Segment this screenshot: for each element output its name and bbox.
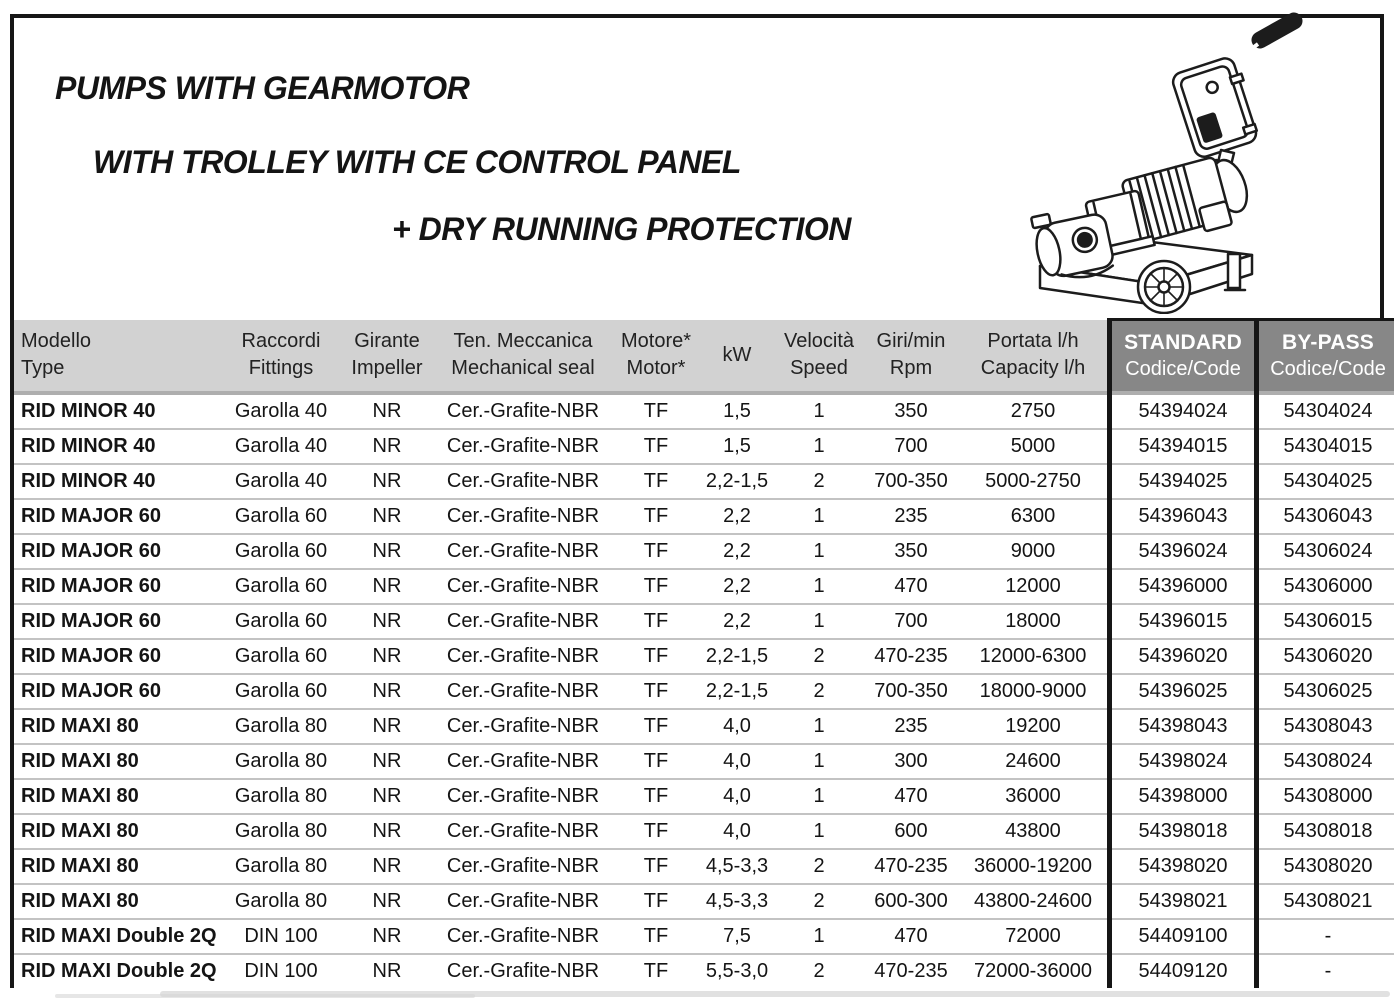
model-cell: RID MINOR 40 bbox=[14, 393, 221, 429]
data-cell: TF bbox=[613, 849, 699, 884]
table-row bbox=[14, 393, 1394, 429]
data-cell: 36000-19200 bbox=[959, 849, 1110, 884]
column-header-portata-l-h: Portata l/h Capacity l/h bbox=[959, 320, 1110, 394]
data-cell: Cer.-Grafite-NBR bbox=[433, 954, 613, 988]
data-cell: 2,2 bbox=[699, 604, 775, 639]
table-row bbox=[14, 744, 1394, 779]
data-cell: 54396020 bbox=[1110, 639, 1257, 674]
data-cell: Cer.-Grafite-NBR bbox=[433, 779, 613, 814]
table-row bbox=[14, 884, 1394, 919]
data-cell: NR bbox=[341, 849, 433, 884]
data-cell: Garolla 60 bbox=[221, 639, 341, 674]
data-cell: Garolla 40 bbox=[221, 464, 341, 499]
data-cell: 1 bbox=[775, 814, 863, 849]
data-cell: 54396000 bbox=[1110, 569, 1257, 604]
data-cell: TF bbox=[613, 604, 699, 639]
data-cell: 2 bbox=[775, 639, 863, 674]
data-cell: Garolla 40 bbox=[221, 429, 341, 464]
data-cell: 54396015 bbox=[1110, 604, 1257, 639]
data-cell: 600 bbox=[863, 814, 959, 849]
model-cell: RID MINOR 40 bbox=[14, 429, 221, 464]
data-cell: 2,2-1,5 bbox=[699, 464, 775, 499]
data-cell: TF bbox=[613, 569, 699, 604]
data-cell: 470 bbox=[863, 919, 959, 954]
data-cell: NR bbox=[341, 429, 433, 464]
data-cell: 1 bbox=[775, 604, 863, 639]
table-body bbox=[14, 393, 1394, 988]
data-cell: NR bbox=[341, 814, 433, 849]
data-cell: Garolla 80 bbox=[221, 709, 341, 744]
table-row bbox=[14, 779, 1394, 814]
data-cell: TF bbox=[613, 744, 699, 779]
pump-trolley-illustration bbox=[1028, 8, 1384, 314]
pump-spec-table bbox=[14, 318, 1394, 988]
data-cell: 1,5 bbox=[699, 429, 775, 464]
data-cell: 54398024 bbox=[1110, 744, 1257, 779]
data-cell: 9000 bbox=[959, 534, 1110, 569]
data-cell: 54396024 bbox=[1110, 534, 1257, 569]
data-cell: Cer.-Grafite-NBR bbox=[433, 393, 613, 429]
model-cell: RID MAJOR 60 bbox=[14, 674, 221, 709]
data-cell: TF bbox=[613, 639, 699, 674]
data-cell: TF bbox=[613, 499, 699, 534]
data-cell: Garolla 80 bbox=[221, 814, 341, 849]
model-cell: RID MAJOR 60 bbox=[14, 499, 221, 534]
model-cell: RID MAJOR 60 bbox=[14, 569, 221, 604]
data-cell: TF bbox=[613, 814, 699, 849]
data-cell: 54308043 bbox=[1257, 709, 1394, 744]
model-cell: RID MAXI 80 bbox=[14, 709, 221, 744]
data-cell: 700 bbox=[863, 604, 959, 639]
data-cell: 54398020 bbox=[1110, 849, 1257, 884]
table-row bbox=[14, 604, 1394, 639]
data-cell: 1,5 bbox=[699, 393, 775, 429]
data-cell: Cer.-Grafite-NBR bbox=[433, 534, 613, 569]
data-cell: 12000 bbox=[959, 569, 1110, 604]
model-cell: RID MAJOR 60 bbox=[14, 604, 221, 639]
table-header-row bbox=[14, 320, 1394, 394]
data-cell: TF bbox=[613, 919, 699, 954]
data-cell: 2 bbox=[775, 884, 863, 919]
data-cell: 54396043 bbox=[1110, 499, 1257, 534]
data-cell: DIN 100 bbox=[221, 919, 341, 954]
data-cell: Cer.-Grafite-NBR bbox=[433, 499, 613, 534]
model-cell: RID MAXI Double 2Q bbox=[14, 954, 221, 988]
model-cell: RID MAXI 80 bbox=[14, 814, 221, 849]
data-cell: 54306015 bbox=[1257, 604, 1394, 639]
data-cell: NR bbox=[341, 709, 433, 744]
data-cell: 18000-9000 bbox=[959, 674, 1110, 709]
data-cell: 1 bbox=[775, 744, 863, 779]
data-cell: NR bbox=[341, 569, 433, 604]
data-cell: Cer.-Grafite-NBR bbox=[433, 464, 613, 499]
data-cell: 43800-24600 bbox=[959, 884, 1110, 919]
data-cell: 54398021 bbox=[1110, 884, 1257, 919]
table-row bbox=[14, 814, 1394, 849]
table-row bbox=[14, 569, 1394, 604]
data-cell: NR bbox=[341, 779, 433, 814]
data-cell: 72000 bbox=[959, 919, 1110, 954]
data-cell: TF bbox=[613, 534, 699, 569]
data-cell: 54308018 bbox=[1257, 814, 1394, 849]
data-cell: Garolla 60 bbox=[221, 604, 341, 639]
table-row bbox=[14, 429, 1394, 464]
column-header-velocità: Velocità Speed bbox=[775, 320, 863, 394]
data-cell: 5000-2750 bbox=[959, 464, 1110, 499]
data-cell: 1 bbox=[775, 919, 863, 954]
data-cell: 54394024 bbox=[1110, 393, 1257, 429]
data-cell: 54396025 bbox=[1110, 674, 1257, 709]
data-cell: 350 bbox=[863, 393, 959, 429]
model-cell: RID MAXI 80 bbox=[14, 779, 221, 814]
table-row bbox=[14, 954, 1394, 988]
model-cell: RID MAXI 80 bbox=[14, 849, 221, 884]
data-cell: Cer.-Grafite-NBR bbox=[433, 674, 613, 709]
column-header-modello: Modello Type bbox=[14, 320, 221, 394]
data-cell: 72000-36000 bbox=[959, 954, 1110, 988]
data-cell: Cer.-Grafite-NBR bbox=[433, 884, 613, 919]
data-cell: 2 bbox=[775, 954, 863, 988]
data-cell: 1 bbox=[775, 393, 863, 429]
data-cell: NR bbox=[341, 604, 433, 639]
data-cell: 700 bbox=[863, 429, 959, 464]
data-cell: TF bbox=[613, 709, 699, 744]
data-cell: Garolla 40 bbox=[221, 393, 341, 429]
data-cell: NR bbox=[341, 884, 433, 919]
data-cell: - bbox=[1257, 954, 1394, 988]
data-cell: 54306025 bbox=[1257, 674, 1394, 709]
data-cell: 54308000 bbox=[1257, 779, 1394, 814]
page-title-line-2: WITH TROLLEY WITH CE CONTROL PANEL bbox=[93, 144, 741, 180]
data-cell: Cer.-Grafite-NBR bbox=[433, 849, 613, 884]
data-cell: 54308024 bbox=[1257, 744, 1394, 779]
data-cell: NR bbox=[341, 464, 433, 499]
data-cell: Garolla 60 bbox=[221, 534, 341, 569]
table-row bbox=[14, 639, 1394, 674]
data-cell: 2,2-1,5 bbox=[699, 674, 775, 709]
data-cell: NR bbox=[341, 393, 433, 429]
data-cell: 54308020 bbox=[1257, 849, 1394, 884]
column-header-standard: STANDARD Codice/Code bbox=[1110, 320, 1257, 394]
data-cell: 6300 bbox=[959, 499, 1110, 534]
table-row bbox=[14, 849, 1394, 884]
data-cell: 470 bbox=[863, 779, 959, 814]
data-cell: NR bbox=[341, 674, 433, 709]
data-cell: 4,0 bbox=[699, 709, 775, 744]
data-cell: 43800 bbox=[959, 814, 1110, 849]
data-cell: 5,5-3,0 bbox=[699, 954, 775, 988]
data-cell: NR bbox=[341, 744, 433, 779]
data-cell: 4,0 bbox=[699, 744, 775, 779]
data-cell: TF bbox=[613, 429, 699, 464]
data-cell: 700-350 bbox=[863, 464, 959, 499]
data-cell: 54306024 bbox=[1257, 534, 1394, 569]
data-cell: NR bbox=[341, 954, 433, 988]
data-cell: 2 bbox=[775, 674, 863, 709]
data-cell: 2,2-1,5 bbox=[699, 639, 775, 674]
column-header-by-pass: BY-PASS Codice/Code bbox=[1257, 320, 1394, 394]
data-cell: 235 bbox=[863, 499, 959, 534]
data-cell: 470-235 bbox=[863, 849, 959, 884]
data-cell: 54304025 bbox=[1257, 464, 1394, 499]
data-cell: - bbox=[1257, 919, 1394, 954]
data-cell: 54409100 bbox=[1110, 919, 1257, 954]
data-cell: TF bbox=[613, 954, 699, 988]
data-cell: Cer.-Grafite-NBR bbox=[433, 639, 613, 674]
data-cell: 470-235 bbox=[863, 954, 959, 988]
data-cell: Garolla 60 bbox=[221, 569, 341, 604]
data-cell: 700-350 bbox=[863, 674, 959, 709]
data-cell: 1 bbox=[775, 779, 863, 814]
data-cell: NR bbox=[341, 919, 433, 954]
data-cell: 300 bbox=[863, 744, 959, 779]
data-cell: 350 bbox=[863, 534, 959, 569]
data-cell: 5000 bbox=[959, 429, 1110, 464]
data-cell: TF bbox=[613, 464, 699, 499]
data-cell: Cer.-Grafite-NBR bbox=[433, 429, 613, 464]
data-cell: 2 bbox=[775, 464, 863, 499]
data-cell: Cer.-Grafite-NBR bbox=[433, 569, 613, 604]
data-cell: 54304015 bbox=[1257, 429, 1394, 464]
table-row bbox=[14, 499, 1394, 534]
data-cell: 235 bbox=[863, 709, 959, 744]
data-cell: Garolla 80 bbox=[221, 884, 341, 919]
column-header-giri-min: Giri/min Rpm bbox=[863, 320, 959, 394]
data-cell: 54394015 bbox=[1110, 429, 1257, 464]
table-row bbox=[14, 709, 1394, 744]
data-cell: NR bbox=[341, 499, 433, 534]
data-cell: Garolla 80 bbox=[221, 779, 341, 814]
data-cell: TF bbox=[613, 884, 699, 919]
data-cell: DIN 100 bbox=[221, 954, 341, 988]
page-title-line-1: PUMPS WITH GEARMOTOR bbox=[55, 70, 470, 106]
data-cell: 54306020 bbox=[1257, 639, 1394, 674]
data-cell: TF bbox=[613, 393, 699, 429]
table-row bbox=[14, 919, 1394, 954]
data-cell: 54398043 bbox=[1110, 709, 1257, 744]
data-cell: 54306000 bbox=[1257, 569, 1394, 604]
data-cell: Cer.-Grafite-NBR bbox=[433, 744, 613, 779]
model-cell: RID MAXI 80 bbox=[14, 884, 221, 919]
data-cell: 54308021 bbox=[1257, 884, 1394, 919]
data-cell: 4,0 bbox=[699, 779, 775, 814]
data-cell: Garolla 80 bbox=[221, 744, 341, 779]
data-cell: 2750 bbox=[959, 393, 1110, 429]
data-cell: 4,0 bbox=[699, 814, 775, 849]
data-cell: 2,2 bbox=[699, 569, 775, 604]
data-cell: 2,2 bbox=[699, 499, 775, 534]
data-cell: 54398018 bbox=[1110, 814, 1257, 849]
column-header-raccordi: Raccordi Fittings bbox=[221, 320, 341, 394]
data-cell: TF bbox=[613, 674, 699, 709]
data-cell: TF bbox=[613, 779, 699, 814]
data-cell: 600-300 bbox=[863, 884, 959, 919]
page-title-line-3: + DRY RUNNING PROTECTION bbox=[392, 211, 851, 247]
column-header-ten-meccanica: Ten. Meccanica Mechanical seal bbox=[433, 320, 613, 394]
data-cell: Garolla 60 bbox=[221, 674, 341, 709]
data-cell: Garolla 60 bbox=[221, 499, 341, 534]
data-cell: 2 bbox=[775, 849, 863, 884]
column-header-kw: kW bbox=[699, 320, 775, 394]
data-cell: 54398000 bbox=[1110, 779, 1257, 814]
data-cell: 1 bbox=[775, 709, 863, 744]
data-cell: NR bbox=[341, 639, 433, 674]
data-cell: Cer.-Grafite-NBR bbox=[433, 604, 613, 639]
column-header-motore-: Motore* Motor* bbox=[613, 320, 699, 394]
data-cell: Cer.-Grafite-NBR bbox=[433, 919, 613, 954]
column-header-girante: Girante Impeller bbox=[341, 320, 433, 394]
table-row bbox=[14, 534, 1394, 569]
data-cell: 1 bbox=[775, 569, 863, 604]
data-cell: 7,5 bbox=[699, 919, 775, 954]
data-cell: 54306043 bbox=[1257, 499, 1394, 534]
data-cell: 470 bbox=[863, 569, 959, 604]
data-cell: Garolla 80 bbox=[221, 849, 341, 884]
data-cell: 54304024 bbox=[1257, 393, 1394, 429]
table-row bbox=[14, 464, 1394, 499]
data-cell: NR bbox=[341, 534, 433, 569]
data-cell: 18000 bbox=[959, 604, 1110, 639]
data-cell: 4,5-3,3 bbox=[699, 884, 775, 919]
scan-artifact bbox=[55, 994, 475, 998]
data-cell: 54409120 bbox=[1110, 954, 1257, 988]
model-cell: RID MAJOR 60 bbox=[14, 534, 221, 569]
data-cell: 1 bbox=[775, 429, 863, 464]
model-cell: RID MAXI 80 bbox=[14, 744, 221, 779]
table-row bbox=[14, 674, 1394, 709]
data-cell: 19200 bbox=[959, 709, 1110, 744]
data-cell: 4,5-3,3 bbox=[699, 849, 775, 884]
data-cell: 12000-6300 bbox=[959, 639, 1110, 674]
data-cell: 54394025 bbox=[1110, 464, 1257, 499]
data-cell: 24600 bbox=[959, 744, 1110, 779]
data-cell: 2,2 bbox=[699, 534, 775, 569]
data-cell: Cer.-Grafite-NBR bbox=[433, 709, 613, 744]
model-cell: RID MAXI Double 2Q bbox=[14, 919, 221, 954]
data-cell: 36000 bbox=[959, 779, 1110, 814]
data-cell: 1 bbox=[775, 499, 863, 534]
model-cell: RID MINOR 40 bbox=[14, 464, 221, 499]
data-cell: Cer.-Grafite-NBR bbox=[433, 814, 613, 849]
data-cell: 470-235 bbox=[863, 639, 959, 674]
data-cell: 1 bbox=[775, 534, 863, 569]
model-cell: RID MAJOR 60 bbox=[14, 639, 221, 674]
